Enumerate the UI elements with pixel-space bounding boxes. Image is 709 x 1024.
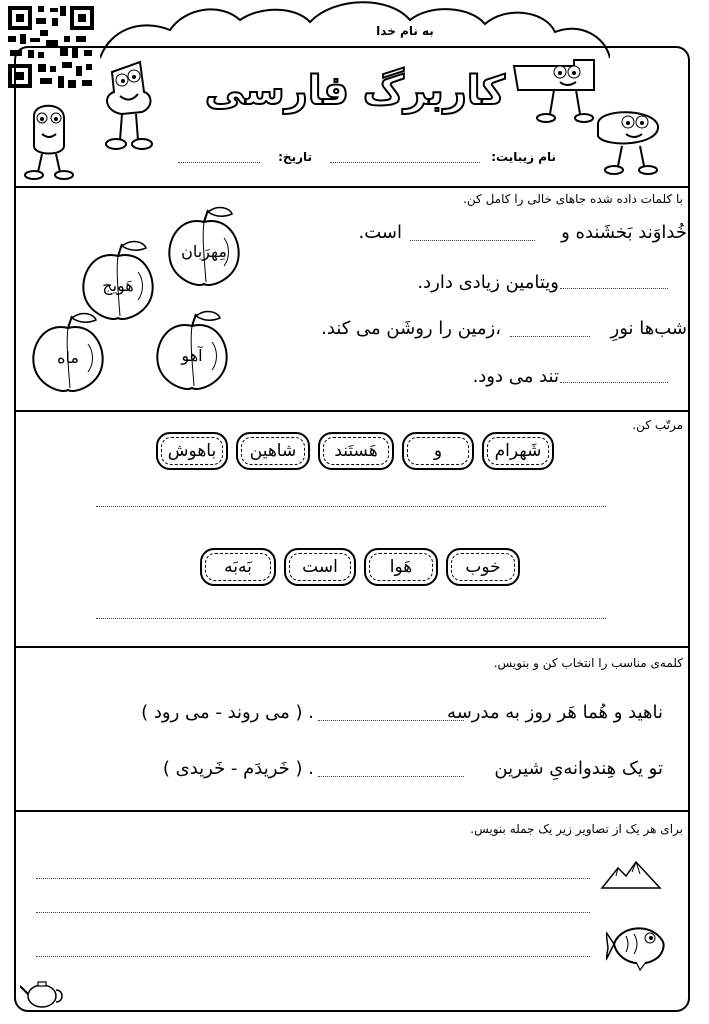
answer-line-row2[interactable] (96, 618, 606, 619)
fill-blank-1[interactable] (410, 240, 535, 241)
peach-word: ماه (57, 348, 79, 367)
teapot-icon (20, 974, 66, 1010)
fill-blank-3[interactable] (510, 336, 590, 337)
peach-word-mah (26, 312, 110, 396)
word-card: باهوش (156, 432, 228, 470)
fish-icon (606, 918, 674, 972)
peach-word: آهو (181, 346, 203, 365)
section-divider (14, 646, 690, 648)
section1-instruction: با کلمات داده شده جاهای خالی را کامل کن. (463, 192, 683, 206)
letter-character-icon (578, 96, 688, 182)
fill-blank-4[interactable] (560, 382, 668, 383)
fill-sentence-3-end: ،زمین را روشَن می کند. (321, 318, 501, 339)
choice-sentence-1-options: . ( می روند - می رود ) (141, 702, 314, 723)
word-card: است (284, 548, 356, 586)
section-divider (14, 410, 690, 412)
letter-character-icon (92, 52, 162, 152)
word-card: خوب (446, 548, 520, 586)
choice-sentence-2-start: تو یک هِندوانه‌یِ شیرین (494, 758, 663, 779)
word-card: شَهرام (482, 432, 554, 470)
word-card: هَستَند (318, 432, 394, 470)
choice-blank-2[interactable] (318, 776, 464, 777)
fill-sentence-1-end: است. (358, 222, 402, 243)
sentence-line-1[interactable] (36, 878, 590, 879)
section3-instruction: کلمه‌ی مناسب را انتخاب کن و بنویس. (493, 656, 683, 670)
choice-blank-1[interactable] (318, 720, 464, 721)
letter-character-icon (18, 96, 80, 182)
fill-sentence-3-start: شب‌ها نورِ (610, 318, 687, 339)
section-divider (14, 186, 690, 188)
section4-instruction: برای هر یک از تصاویر زیر یک جمله بنویس. (470, 822, 683, 836)
word-card: و (402, 432, 474, 470)
name-label: نام زیبایت: (491, 150, 556, 164)
sentence-line-3[interactable] (36, 956, 590, 957)
section2-instruction: مرتّب کن. (632, 418, 683, 432)
peach-word-mehraban (162, 206, 246, 290)
choice-sentence-1-start: ناهید و هُما هَر روز به مدرسه (447, 702, 663, 723)
name-field[interactable] (330, 162, 480, 163)
word-card: هَوا (364, 548, 438, 586)
word-card: بَه‌بَه (200, 548, 276, 586)
date-label: تاریخ: (278, 150, 312, 164)
date-field[interactable] (178, 162, 260, 163)
word-card: شاهین (236, 432, 310, 470)
worksheet-frame (14, 46, 690, 1012)
peach-word: مِهرَبان (181, 242, 227, 261)
mountain-icon (600, 858, 662, 890)
peach-word: هَویج (102, 276, 134, 295)
worksheet-title: کاربرگ فارسی (204, 68, 506, 114)
fill-blank-2[interactable] (560, 288, 668, 289)
choice-sentence-2-options: . ( خَریدَم - خَریدی ) (162, 758, 314, 779)
answer-line-row1[interactable] (96, 506, 606, 507)
section-divider (14, 810, 690, 812)
bismillah: به نام خدا (376, 24, 434, 38)
fill-sentence-1-start: خُداوَند بَخشَنده و (561, 222, 687, 243)
sentence-line-2[interactable] (36, 912, 590, 913)
fill-sentence-2-end: ویتامین زیادی دارد. (417, 272, 559, 293)
peach-word-ahu (150, 310, 234, 394)
fill-sentence-4-end: تند می دود. (472, 366, 559, 387)
